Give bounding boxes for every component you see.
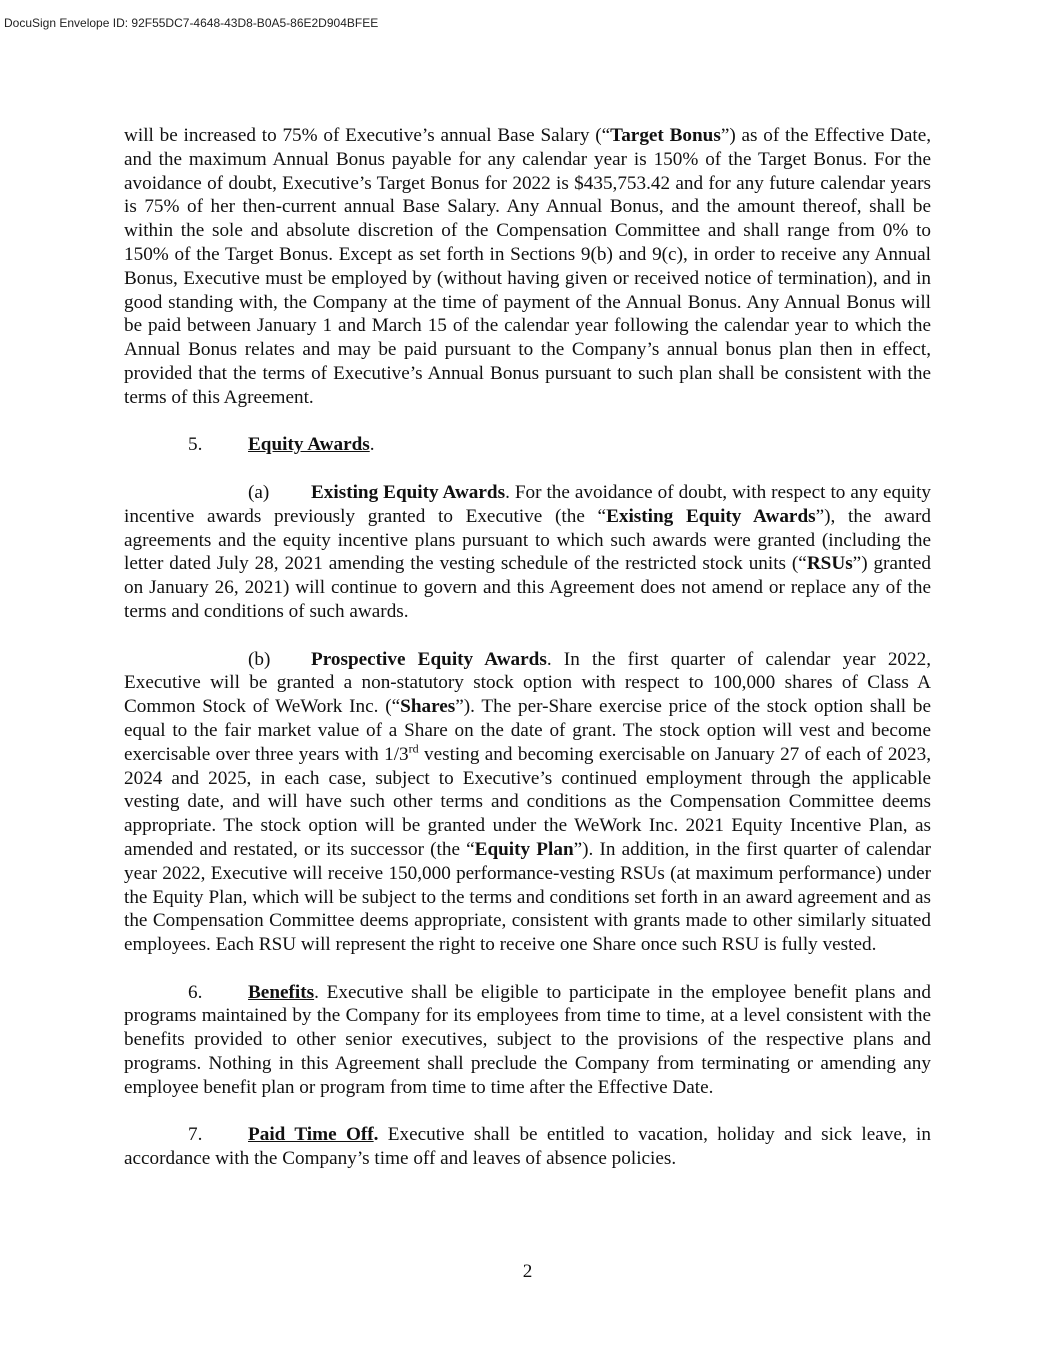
- superscript-ordinal: rd: [408, 741, 419, 756]
- subsection-label: (a): [248, 481, 270, 503]
- subsection-label: (b): [248, 648, 271, 670]
- section-title: Equity Awards: [248, 434, 370, 456]
- defined-term-rsus: RSUs: [806, 553, 853, 575]
- text-run: . For the avoidance of doubt, with respect to any equity incentive awards previously granted to Executive (the “: [124, 481, 931, 527]
- annual-bonus-continuation-paragraph: [124, 124, 931, 410]
- text-run: ”). In addition, in the first quarter of calendar year 2022, Executive will receive 150,000 performance-vesting RSUs (at maximum performance) under the Equity Plan, which will be subject to the terms and conditions set forth in an award agreement and as the Compensation Committee deems appropriate, consistent with grants made to other similarly situated employees. Each RSU will represent the right to receive one Share once such RSU is fully vested.: [124, 838, 931, 956]
- text-run: . Executive shall be eligible to participate in the employee benefit plans and programs maintained by the Company for its employees from time to time, at a level consistent with the benefits provided to other senior executives, subject to the provisions of the respective plans and programs. Nothing in this Agreement shall preclude the Company from terminating or amending any employee benefit plan or program from time to time after the Effective Date.: [124, 981, 931, 1098]
- text-run: ”) granted on January 26, 2021) will continue to govern and this Agreement does not amend or replace any of the terms and conditions of such awards.: [124, 553, 931, 622]
- section-6-paragraph: [124, 981, 931, 1100]
- heading-period: .: [369, 434, 375, 456]
- defined-term-equity-plan: Equity Plan: [474, 838, 574, 860]
- section-5-heading: [124, 433, 931, 457]
- section-title: Paid Time Off: [248, 1124, 374, 1146]
- defined-term-existing-equity-awards: Existing Equity Awards: [606, 505, 816, 527]
- section-number: 7.: [188, 1124, 203, 1146]
- text-run: will be increased to 75% of Executive’s annual Base Salary (“: [124, 125, 611, 146]
- document-page: [124, 124, 931, 1171]
- docusign-envelope-id: DocuSign Envelope ID: 92F55DC7-4648-43D8-B0A5-86E2D904BFEE: [4, 16, 379, 30]
- defined-term-shares: Shares: [400, 696, 456, 718]
- heading-period: .: [373, 1124, 379, 1146]
- text-run: . In the first quarter of calendar year 2022, Executive will be granted a non-statutory stock option with respect to 100,000 shares of Class A Common Stock of WeWork Inc. (“: [124, 648, 931, 718]
- section-5b-paragraph: [124, 648, 931, 957]
- text-run: ”) as of the Effective Date, and the maximum Annual Bonus payable for any calendar year is 150% of the Target Bonus. For the avoidance of doubt, Executive’s Target Bonus for 2022 is $435,753.42 and for any future calendar years is 75% of her then-current annual Base Salary. Any Annual Bonus, and the amount thereof, shall be within the sole and absolute discretion of the Compensation Committee and shall range from 0% to 150% of the Target Bonus. Except as set forth in Sections 9(b) and 9(c), in order to receive any Annual Bonus, Executive must be employed by (without having given or received notice of termination), and in good standing with, the Company at the time of payment of the Annual Bonus. Any Annual Bonus will be paid between January 1 and March 15 of the calendar year following the calendar year to which the Annual Bonus relates and may be paid pursuant to the Company’s annual bonus plan then in effect, provided that the terms of Executive’s Annual Bonus pursuant to such plan shall be consistent with the terms of this Agreement.: [124, 125, 932, 408]
- page-number: 2: [522, 1261, 533, 1282]
- text-run: ”), the award agreements and the equity incentive plans pursuant to which such awards were granted (including the letter dated July 28, 2021 amending the vesting schedule of the restricted stock units (“: [124, 505, 932, 575]
- section-number: 6.: [188, 981, 203, 1003]
- section-number: 5.: [188, 434, 203, 456]
- section-title: Benefits: [248, 981, 315, 1003]
- text-run: Executive shall be entitled to vacation, holiday and sick leave, in accordance with the Company’s time off and leaves of absence policies.: [124, 1124, 931, 1170]
- section-7-paragraph: [124, 1123, 931, 1171]
- section-5a-paragraph: [124, 481, 931, 624]
- defined-term-target-bonus: Target Bonus: [610, 125, 721, 146]
- text-run: vesting and becoming exercisable on January 27 of each of 2023, 2024 and 2025, in each case, subject to Executive’s continued employment through the applicable vesting date, and will have such other terms and conditions as the Compensation Committee deems appropriate. The stock option will be granted under the WeWork Inc. 2021 Equity Incentive Plan, as amended and restated, or its successor (the “: [124, 743, 931, 860]
- subsection-title: Existing Equity Awards: [311, 481, 506, 503]
- text-run: ”). The per-Share exercise price of the stock option shall be equal to the fair market value of a Share on the date of grant. The stock option will vest and become exercisable over three years with 1/3: [124, 696, 931, 765]
- subsection-title: Prospective Equity Awards: [311, 648, 547, 670]
